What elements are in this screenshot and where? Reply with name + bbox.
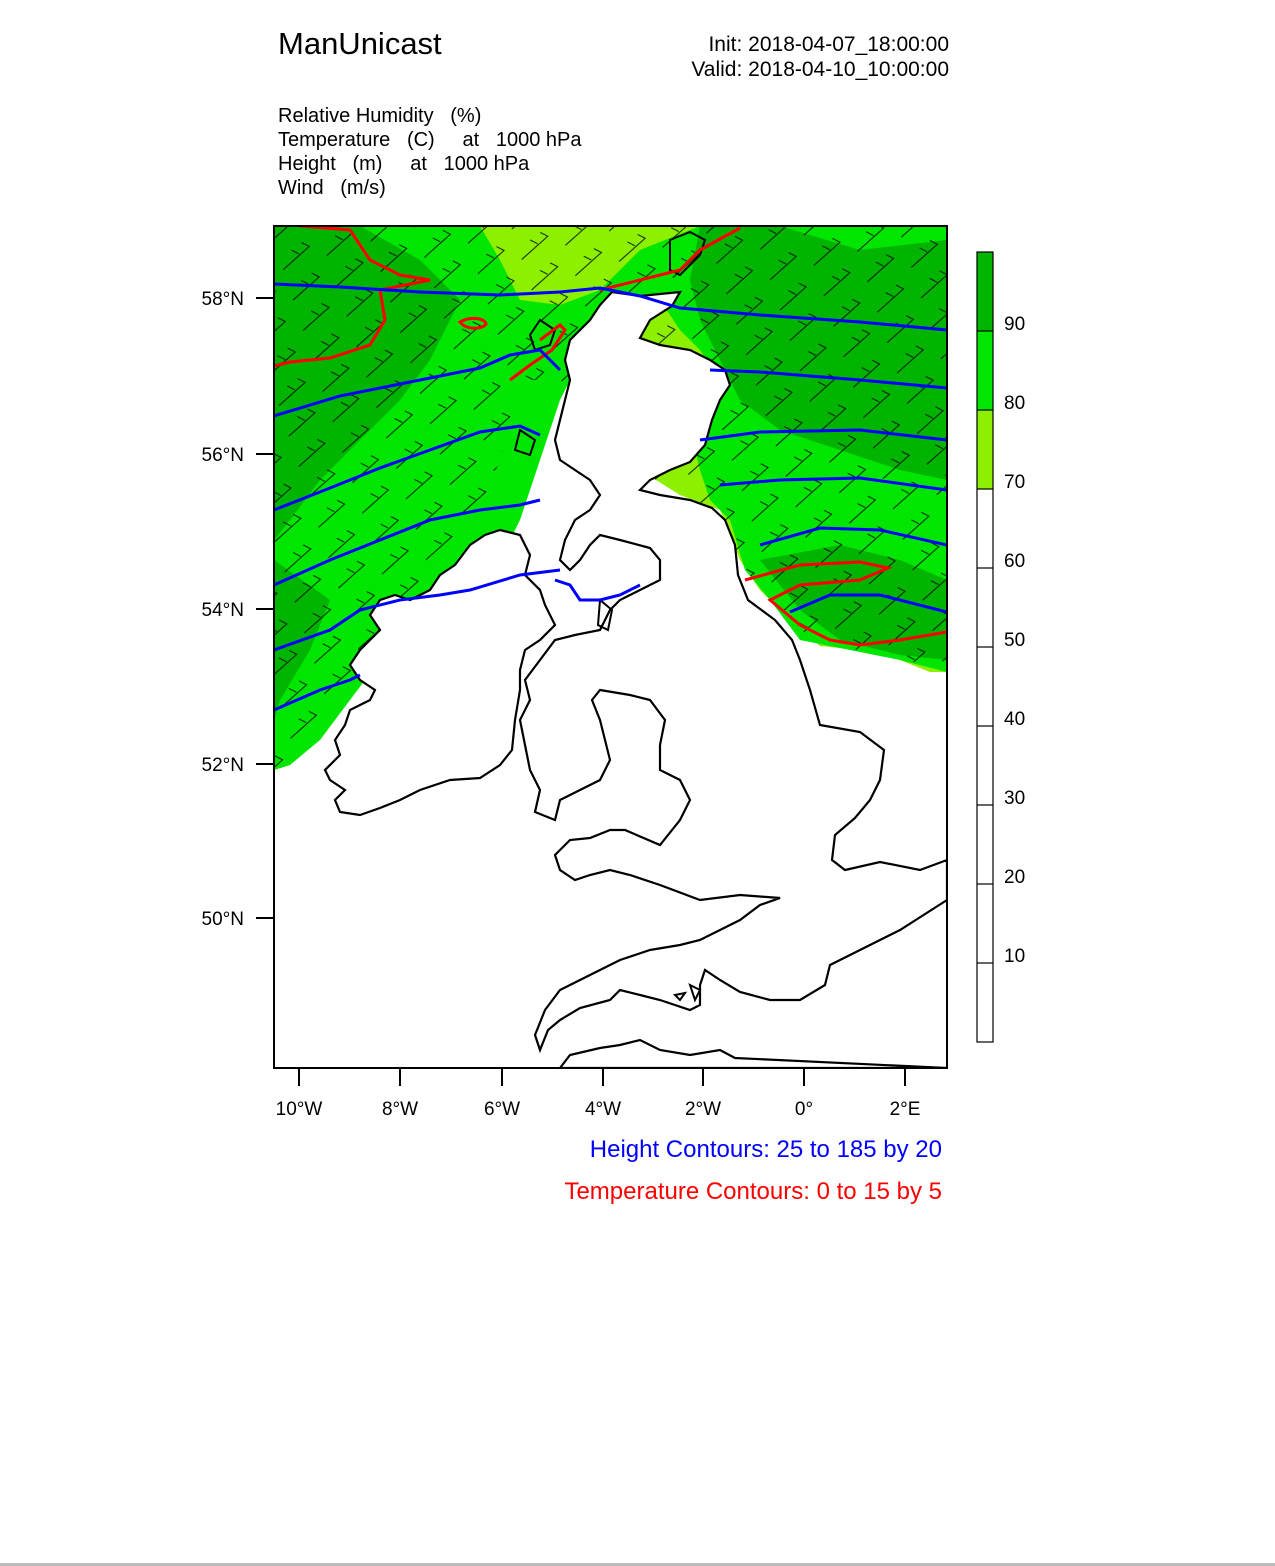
colorbar-label-30: 30 bbox=[1004, 788, 1026, 809]
lat-label-54n: 54°N bbox=[201, 600, 244, 621]
france-coast bbox=[560, 1040, 947, 1068]
colorbar-label-10: 10 bbox=[1004, 946, 1026, 967]
lat-label-50n: 50°N bbox=[201, 909, 244, 930]
lon-label-2w: 2°W bbox=[684, 1099, 722, 1120]
lon-axis bbox=[299, 1068, 905, 1086]
lat-label-58n: 58°N bbox=[201, 289, 244, 310]
field-label-rh: Relative Humidity (%) bbox=[278, 105, 482, 127]
lon-label-8w: 8°W bbox=[381, 1099, 419, 1120]
temperature-contour-legend: Temperature Contours: 0 to 15 by 5 bbox=[564, 1178, 942, 1205]
lat-label-56n: 56°N bbox=[201, 445, 244, 466]
init-time: Init: 2018-04-07_18:00:00 bbox=[708, 33, 949, 56]
lon-label-6w: 6°W bbox=[483, 1099, 521, 1120]
model-title: ManUnicast bbox=[278, 26, 442, 61]
field-label-temperature: Temperature (C) at 1000 hPa bbox=[278, 129, 582, 151]
lon-label-0: 0° bbox=[794, 1099, 814, 1120]
map-plot-area bbox=[274, 226, 947, 1068]
colorbar-label-20: 20 bbox=[1004, 867, 1026, 888]
colorbar-label-40: 40 bbox=[1004, 709, 1026, 730]
lon-label-10w: 10°W bbox=[275, 1099, 323, 1120]
lat-axis bbox=[256, 298, 274, 918]
height-contour-legend: Height Contours: 25 to 185 by 20 bbox=[589, 1136, 942, 1163]
valid-time: Valid: 2018-04-10_10:00:00 bbox=[691, 58, 949, 81]
colorbar-label-50: 50 bbox=[1004, 630, 1026, 651]
colorbar-label-60: 60 bbox=[1004, 551, 1026, 572]
colorbar bbox=[977, 252, 993, 1042]
colorbar-label-90: 90 bbox=[1004, 314, 1026, 335]
field-label-height: Height (m) at 1000 hPa bbox=[278, 153, 530, 175]
lat-label-52n: 52°N bbox=[201, 755, 244, 776]
colorbar-label-80: 80 bbox=[1004, 393, 1026, 414]
field-label-wind: Wind (m/s) bbox=[278, 177, 386, 199]
colorbar-label-70: 70 bbox=[1004, 472, 1026, 493]
lon-label-2e: 2°E bbox=[889, 1099, 921, 1120]
lon-label-4w: 4°W bbox=[584, 1099, 622, 1120]
